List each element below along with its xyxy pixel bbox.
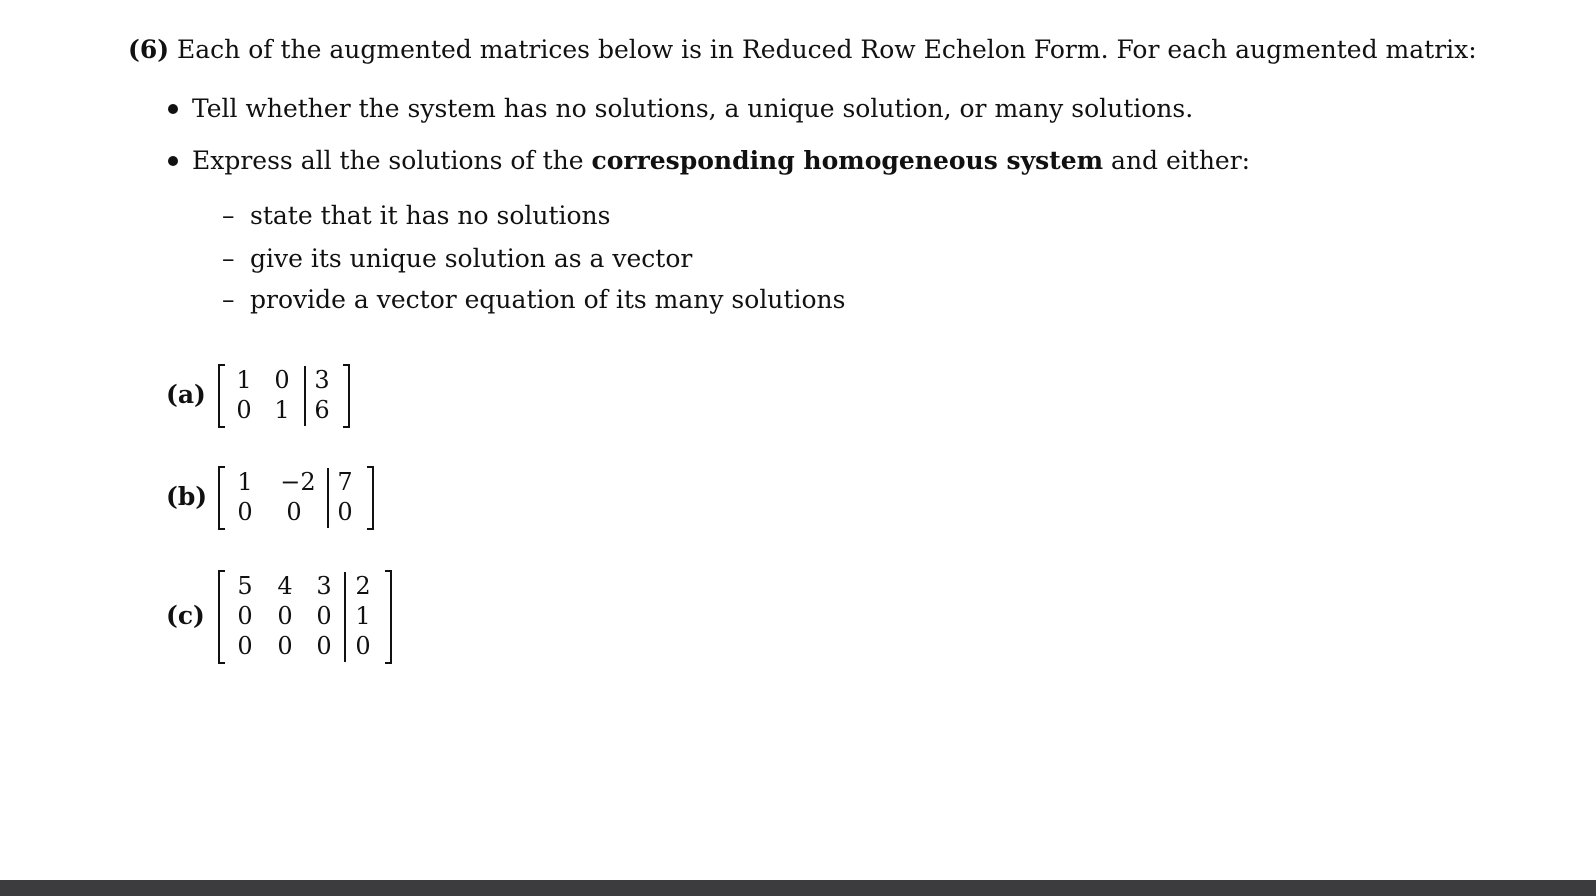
part-label-b: (b) [166, 482, 208, 511]
matrix-cell: 0 [316, 632, 332, 660]
matrix-cell: 2 [355, 572, 371, 600]
matrix-cell: 0 [237, 602, 253, 630]
matrix-cell: 1 [274, 396, 290, 424]
sub-item [222, 280, 845, 320]
bullet-item [168, 141, 1250, 181]
left-bracket [218, 364, 225, 428]
right-bracket [343, 364, 350, 428]
sub-item-text: provide a vector equation of its many solutions [250, 285, 846, 314]
sub-item-text: state that it has no solutions [250, 201, 611, 230]
matrix-cell: 0 [274, 366, 290, 394]
right-bracket [385, 570, 392, 664]
matrix-cell: −2 [280, 468, 316, 496]
matrix-cell: 3 [316, 572, 332, 600]
sub-item [222, 196, 611, 236]
bullet-text-bold: corresponding homogeneous system [591, 146, 1104, 175]
bullet-dot-icon [168, 156, 178, 166]
part-label-a: (a) [166, 380, 206, 409]
matrix-cell: 0 [237, 498, 253, 526]
matrix-a [218, 364, 350, 428]
matrix-cell: 4 [277, 572, 293, 600]
problem-number: (6) [128, 35, 170, 64]
matrix-cell: 6 [314, 396, 330, 424]
sub-item-text: give its unique solution as a vector [250, 244, 693, 273]
matrix-cell: 3 [314, 366, 330, 394]
bullet-text: Tell whether the system has no solutions, a unique solution, or many solutions. [192, 94, 1194, 123]
dash-icon: – [222, 201, 235, 230]
matrix-cell: 1 [237, 468, 253, 496]
dash-icon: – [222, 244, 235, 273]
matrix-c [218, 570, 392, 664]
left-bracket [218, 570, 225, 664]
viewer-bottom-bar [0, 880, 1596, 896]
matrix-b [218, 466, 374, 530]
matrix-cell: 0 [286, 498, 302, 526]
matrix-cell: 5 [237, 572, 253, 600]
matrix-cell: 0 [237, 632, 253, 660]
left-bracket [218, 466, 225, 530]
matrix-cell: 7 [337, 468, 353, 496]
matrix-cell: 0 [316, 602, 332, 630]
matrix-cell: 1 [236, 366, 252, 394]
right-bracket [367, 466, 374, 530]
problem-statement [128, 30, 1477, 70]
matrix-cell: 0 [236, 396, 252, 424]
matrix-cell: 0 [355, 632, 371, 660]
bullet-item [168, 89, 1193, 129]
sub-item [222, 239, 692, 279]
matrix-cell: 1 [355, 602, 371, 630]
matrix-cell: 0 [277, 602, 293, 630]
bullet-text-post: and either: [1103, 146, 1251, 175]
part-label-c: (c) [166, 601, 205, 630]
dash-icon: – [222, 285, 235, 314]
matrix-cell: 0 [337, 498, 353, 526]
bullet-text-pre: Express all the solutions of the [192, 146, 592, 175]
bullet-dot-icon [168, 104, 178, 114]
problem-intro-text: Each of the augmented matrices below is in Reduced Row Echelon Form. For each augmented matrix: [177, 35, 1477, 64]
matrix-cell: 0 [277, 632, 293, 660]
